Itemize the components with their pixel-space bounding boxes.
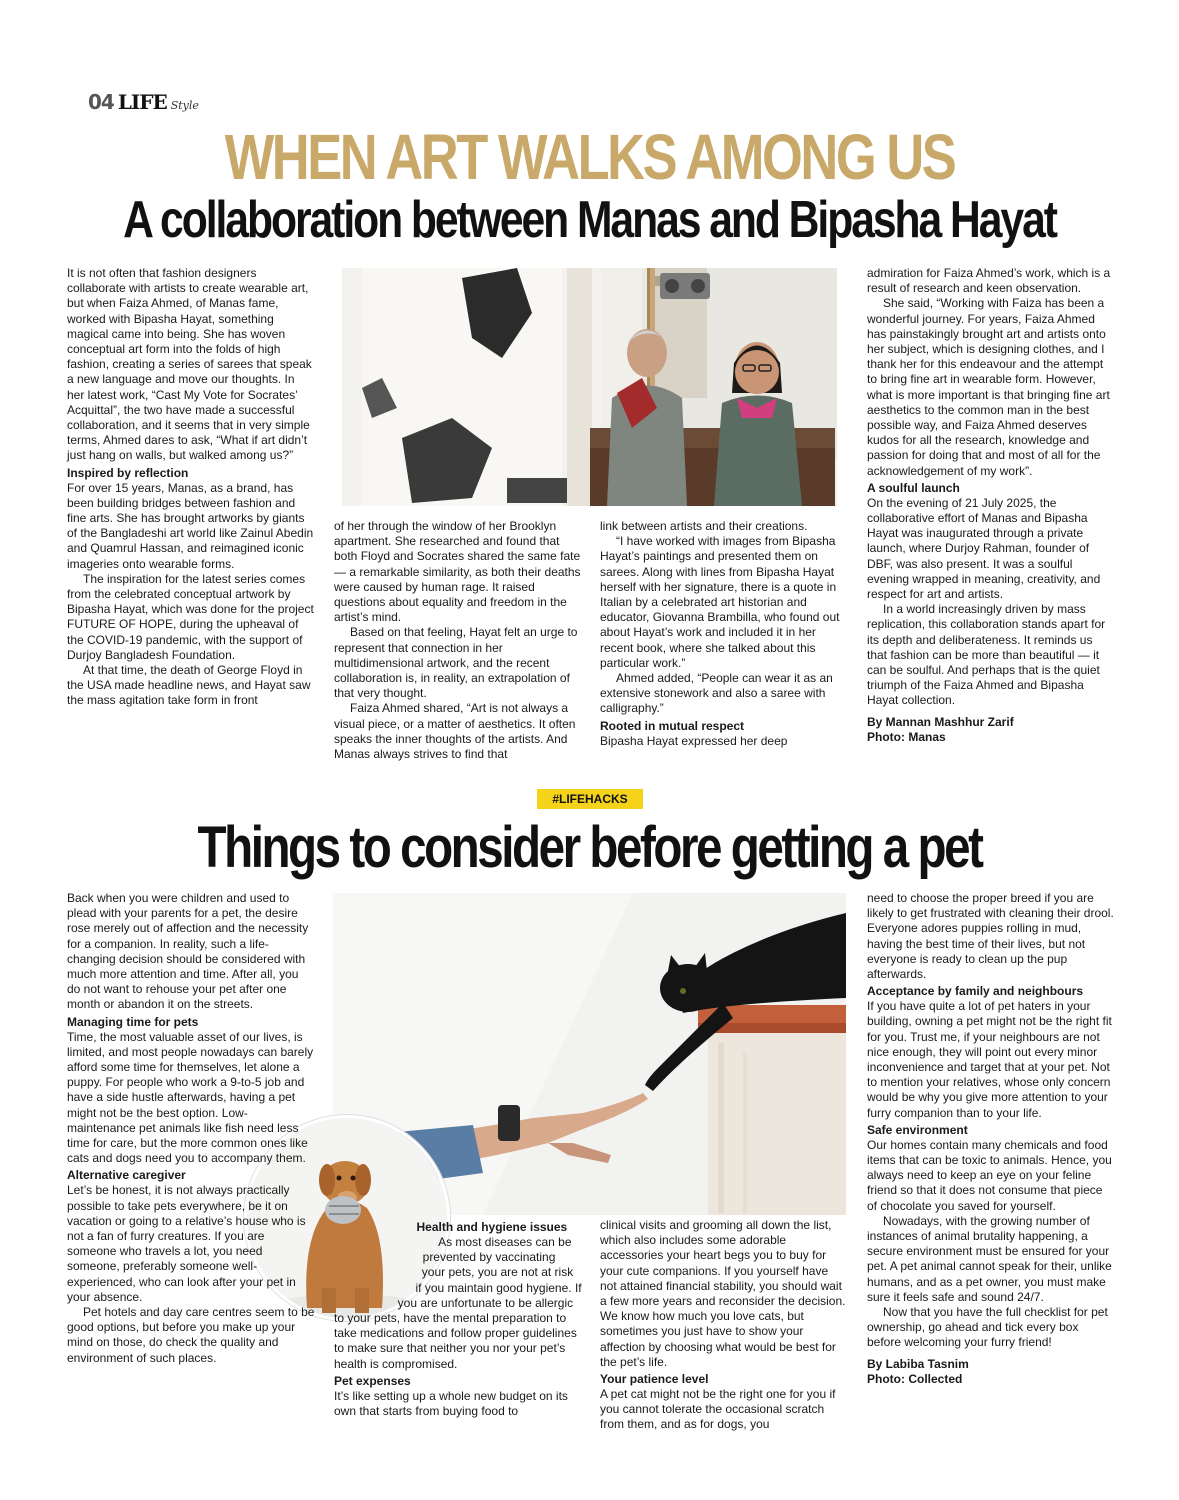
subheading: Alternative caregiver xyxy=(67,1168,186,1183)
paragraph: link between artists and their creations. xyxy=(600,519,808,533)
paragraph: If you have quite a lot of pet haters in your building, owning a pet might not be the right fit for you. Trust me, if your neighbours are not nice enough, they will point out every minor inconvenience and target that at your pet. Not to mention your relatives, whose only concern would be why you give more attention to your furry companion than to your life. xyxy=(867,999,1112,1120)
paragraph: It’s like setting up a whole new budget on its own that starts from buying food to xyxy=(334,1388,568,1419)
article1-column-2 xyxy=(334,519,582,762)
subheading: Health and hygiene issues xyxy=(416,1220,568,1234)
subheading: A soulful launch xyxy=(867,480,960,495)
paragraph: Nowadays, with the growing number of instances of animal brutality happening, a secure environment must be ensured for your pet. A pet animal cannot speak for their, unlike humans, and as a pet owner, you must make sure it feels safe and sound 24/7. xyxy=(867,1213,1112,1304)
article1-column-1 xyxy=(67,266,315,709)
subheading: Acceptance by family and neighbours xyxy=(867,984,1084,999)
article1-column-4 xyxy=(867,266,1115,745)
subheading: Managing time for pets xyxy=(67,1014,199,1029)
paragraph: It is not often that fashion designers collaborate with artists to create wearable art, but when Faiza Ahmed, of Manas fame, worked with Bipasha Hayat, something magical came into being. She has woven conceptual art form into the folds of high fashion, creating a series of sarees that speak a new language and move our thoughts. In her latest work, “Cast My Vote for Socrates’ Acquittal”, the two have made a successful collaboration, and it seems that in very simple terms, Ahmed dares to ask, “What if art didn’t just hang on walls, but walked among us?” xyxy=(67,266,312,463)
paragraph: Bipasha Hayat expressed her deep xyxy=(600,733,788,748)
paragraph: At that time, the death of George Floyd in the USA made headline news, and Hayat saw the mass agitation take form in front xyxy=(67,663,311,708)
two-women-photo xyxy=(342,268,837,506)
paragraph: Based on that feeling, Hayat felt an urge to represent that connection in her multidimensional artwork, and the recent collaboration is, in reality, an extrapolation of that very thought. xyxy=(334,625,578,701)
article1-title: A collaboration between Manas and Bipasha Hayat xyxy=(123,191,1056,249)
paragraph: “I have worked with images from Bipasha Hayat’s paintings and presented them on sarees. Along with lines from Bipasha Hayat herself with her signature, there is a quote in Italian by a celebrated art historian and educator, Giovanna Brambilla, who found out about Hayat’s work and included it in her recent book, where she talked about this particular work.” xyxy=(600,534,840,670)
paragraph: A pet cat might not be the right one for you if you cannot tolerate the occasional scratch from them, and as for dogs, you xyxy=(600,1387,836,1432)
paragraph: Let’s be honest, it is not always practically possible to take pets everywhere, be it on vacation or going to a relative’s house who is not a fan of furry creatures. If you are someone who travels a lot, you need someone, preferably someone well-experienced, who can look after your pet in your absence. xyxy=(67,1183,306,1304)
paragraph: Our homes contain many chemicals and food items that can be toxic to animals. Hence, you always need to keep an eye on your feline friend so that it does not consume that piece of chocolate you saved for yourself. xyxy=(867,1137,1112,1213)
article2-title: Things to consider before getting a pet xyxy=(197,815,982,880)
brand-logo: LIFE xyxy=(117,90,167,114)
paragraph: Ahmed added, “People can wear it as an extensive stonework and also a saree with calligraphy.” xyxy=(600,671,833,716)
manas-photo xyxy=(342,268,837,506)
lifehacks-tag: #LIFEHACKS xyxy=(537,789,643,809)
paragraph: On the evening of 21 July 2025, the collaborative effort of Manas and Bipasha Hayat was inaugurated through a private launch, where Durjoy Rahman, founder of DBF, was also present. It was a soulful evening wrapped in meaning, creativity, and respect for art and artists. xyxy=(867,495,1101,602)
article2-column-3 xyxy=(600,1218,848,1433)
byline: By Mannan Mashhur Zarif xyxy=(867,714,1014,729)
article2-column-1 xyxy=(67,891,315,1366)
paragraph: The inspiration for the latest series comes from the celebrated conceptual artwork by Bipasha Hayat, which was done for the project FUTURE OF HOPE, during the upheaval of the COVID-19 pandemic, with the support of Durjoy Bangladesh Foundation. xyxy=(67,571,314,662)
paragraph: In a world increasingly driven by mass replication, this collaboration stands apart for its depth and deliberateness. It reminds us that fashion can be more than beautiful — it can be soulful. And perhaps that is the quiet triumph of the Faiza Ahmed and Bipasha Hayat collection. xyxy=(867,602,1106,708)
subheading: Rooted in mutual respect xyxy=(600,718,745,733)
page-number: 04 xyxy=(88,90,114,114)
article2-column-4 xyxy=(867,891,1115,1387)
photo-credit: Photo: Collected xyxy=(867,1371,963,1386)
subheading: Your patience level xyxy=(600,1372,709,1387)
paragraph: For over 15 years, Manas, as a brand, has been building bridges between fashion and fine arts. She has brought artworks by giants of the Bangladeshi art world like Zainul Abedin and Quamrul Hassan, and reimagined iconic imageries onto wearable forms. xyxy=(67,480,314,571)
article1-column-3 xyxy=(600,519,848,749)
subheading: Inspired by reflection xyxy=(67,465,189,480)
paragraph: clinical visits and grooming all down the list, which also includes some adorable accessories your heart begs you to buy for your cute companions. If you yourself have not attained financial stability, you should wait a few more years and reconsider the decision. We know how much you love cats, but sometimes you just have to show your affection by choosing what would be best for the pet’s life. xyxy=(600,1218,846,1369)
byline: By Labiba Tasnim xyxy=(867,1356,969,1371)
paragraph: Back when you were children and used to plead with your parents for a pet, the desire rose merely out of affection and the necessity for a companion. In reality, such a life-changing decision should be considered with much more attention and time. After all, you do not want to rehouse your pet after one month or abandon it on the streets. xyxy=(67,891,309,1012)
subheading: Pet expenses xyxy=(334,1373,411,1388)
paragraph: Pet hotels and day care centres seem to be good options, but before you make up your mind on those, do check the quality and environment of such places. xyxy=(67,1305,315,1365)
page-header xyxy=(88,88,199,114)
subheading: Safe environment xyxy=(867,1122,968,1137)
paragraph: Faiza Ahmed shared, “Art is not always a visual piece, or a matter of aesthetics. It often speaks the inner thoughts of the artists. And Manas always strives to find that xyxy=(334,701,576,762)
paragraph: of her through the window of her Brooklyn apartment. She researched and found that both Floyd and Socrates shared the same fate — a remarkable similarity, as both their deaths were caused by human rage. It raised questions about equality and freedom in the artist’s mind. xyxy=(334,519,581,625)
paragraph: As most diseases can be prevented by vaccinating your pets, you are not at risk if you maintain good hygiene. If you are unfortunate to be allergic to your pets, have the mental preparation to take medications and follow proper guidelines to make sure that neither you nor your pet’s health is compromised. xyxy=(334,1235,582,1371)
dog-wrap-spacer xyxy=(334,1218,426,1296)
article1-kicker-title: WHEN ART WALKS AMONG US xyxy=(224,121,955,193)
photo-credit: Photo: Manas xyxy=(867,729,946,744)
paragraph: admiration for Faiza Ahmed’s work, which is a result of research and keen observation. xyxy=(867,266,1111,296)
paragraph: need to choose the proper breed if you are likely to get frustrated with cleaning their drool. Everyone adores puppies rolling in mud, having the best time of their lives, but not everyone is ready to clean up the pup afterwards. xyxy=(867,891,1114,982)
article2-column-2 xyxy=(334,1218,582,1419)
paragraph: She said, “Working with Faiza has been a wonderful journey. For years, Faiza Ahmed has painstakingly brought art and artists onto her subject, which is designing clothes, and I thank her for this endeavour and the attempt to bring fine art in wearable form. However, what is more important is that bringing fine art aesthetics to the common man in the best possible way, and Faiza Ahmed deserves kudos for all the research, knowledge and passion for doing that and most of all for the acknowledgement of my work”. xyxy=(867,296,1110,478)
paragraph: Now that you have the full checklist for pet ownership, go ahead and tick every box before welcoming your furry friend! xyxy=(867,1305,1108,1350)
paragraph: Time, the most valuable asset of our lives, is limited, and most people nowadays can barely afford some time for themselves, let alone a puppy. For people who work a 9-to-5 job and have a side hustle afterwards, having a pet might not be the best option. Low-maintenance pet animals like fish need less time for care, but the more common ones like cats and dogs need you to accompany them. xyxy=(67,1029,314,1166)
brand-sub: Style xyxy=(170,99,199,112)
